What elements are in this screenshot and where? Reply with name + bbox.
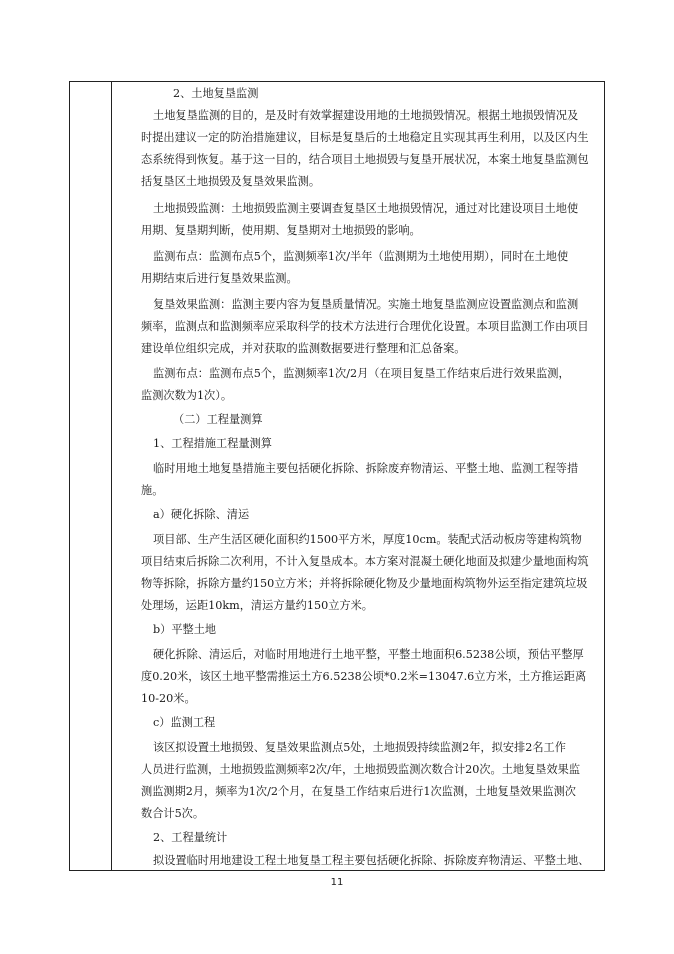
text-line: 监测布点：监测布点5个，监测频率1次/2月（在项目复垦工作结束后进行效果监测， [153,367,570,380]
left-label-column [70,82,112,870]
text-line: 硬化拆除、清运后，对临时用地进行土地平整，平整土地面积6.5238公顷，预估平整厚 [153,648,584,661]
text-line: 数合计5次。 [141,807,205,820]
section-heading: （二）工程量测算 [173,413,263,426]
text-line: 频率，监测点和监测频率应采取科学的技术方法进行合理优化设置。本项目监测工作由项目 [141,320,589,333]
text-line: 处理场，运距10km，清运方量约150立方米。 [141,599,373,612]
text-line: 土地复垦监测的目的，是及时有效掌握建设用地的土地损毁情况。根据土地损毁情况及 [153,109,579,122]
text-line: 态系统得到恢复。基于这一目的，结合项目土地损毁与复垦开展状况，本案土地复垦监测包 [141,153,589,166]
text-line: 监测次数为1次）。 [141,389,233,402]
text-line: 用期结束后进行复垦效果监测。 [141,272,298,285]
text-line: 时提出建议一定的防治措施建议，目标是复垦后的土地稳定且实现其再生利用，以及区内生 [141,131,589,144]
item-heading: b）平整土地 [153,623,217,636]
text-line: 拟设置临时用地建设工程土地复垦工程主要包括硬化拆除、拆除废弃物清运、平整土地、 [153,854,590,867]
text-line: 测监测期2月，频率为1次/2个月，在复垦工作结束后进行1次监测，土地复垦效果监测次 [141,785,576,798]
text-line: 用期、复垦期判断，使用期、复垦期对土地损毁的影响。 [141,224,421,237]
item-heading: a）硬化拆除、清运 [153,508,250,521]
subheading-land-reclamation-monitoring: 2、土地复垦监测 [173,87,259,100]
subheading: 1、工程措施工程量测算 [153,437,272,450]
text-line: 度0.20米，该区土地平整需推运土方6.5238公顷*0.2米=13047.6立方米，土方推运距离 [141,670,587,683]
text-line: 复垦效果监测：监测主要内容为复垦质量情况。实施土地复垦监测应设置监测点和监测 [153,298,579,311]
page-number: 11 [330,877,344,888]
content-column [113,82,604,870]
text-line: 监测布点：监测布点5个，监测频率1次/半年（监测期为土地使用期），同时在土地使 [153,250,569,263]
text-line: 临时用地土地复垦措施主要包括硬化拆除、拆除废弃物清运、平整土地、监测工程等措 [153,462,579,475]
text-line: 物等拆除，拆除方量约150立方米；并将拆除硬化物及少量地面构筑物外运至指定建筑垃圾 [141,577,588,590]
text-line: 人员进行监测，土地损毁监测频率2次/年，土地损毁监测次数合计20次。土地复垦效果监 [141,763,581,776]
text-line: 该区拟设置土地损毁、复垦效果监测点5处，土地损毁持续监测2年，拟安排2名工作 [153,741,566,754]
item-heading: c）监测工程 [153,716,216,729]
text-line: 项目结束后拆除二次利用，不计入复垦成本。本方案对混凝土硬化地面及拟建少量地面构筑 [141,555,589,568]
subheading: 2、工程量统计 [153,831,228,844]
text-line: 项目部、生产生活区硬化面积约1500平方米，厚度10cm。装配式活动板房等建构筑物 [153,533,582,546]
document-frame [69,81,605,871]
text-line: 建设单位组织完成，并对获取的监测数据要进行整理和汇总备案。 [141,342,466,355]
text-line: 括复垦区土地损毁及复垦效果监测。 [141,175,321,188]
text-line: 施。 [141,484,164,497]
text-line: 土地损毁监测：土地损毁监测主要调查复垦区土地损毁情况，通过对比建设项目土地使 [153,202,579,215]
text-line: 10-20米。 [141,692,196,705]
